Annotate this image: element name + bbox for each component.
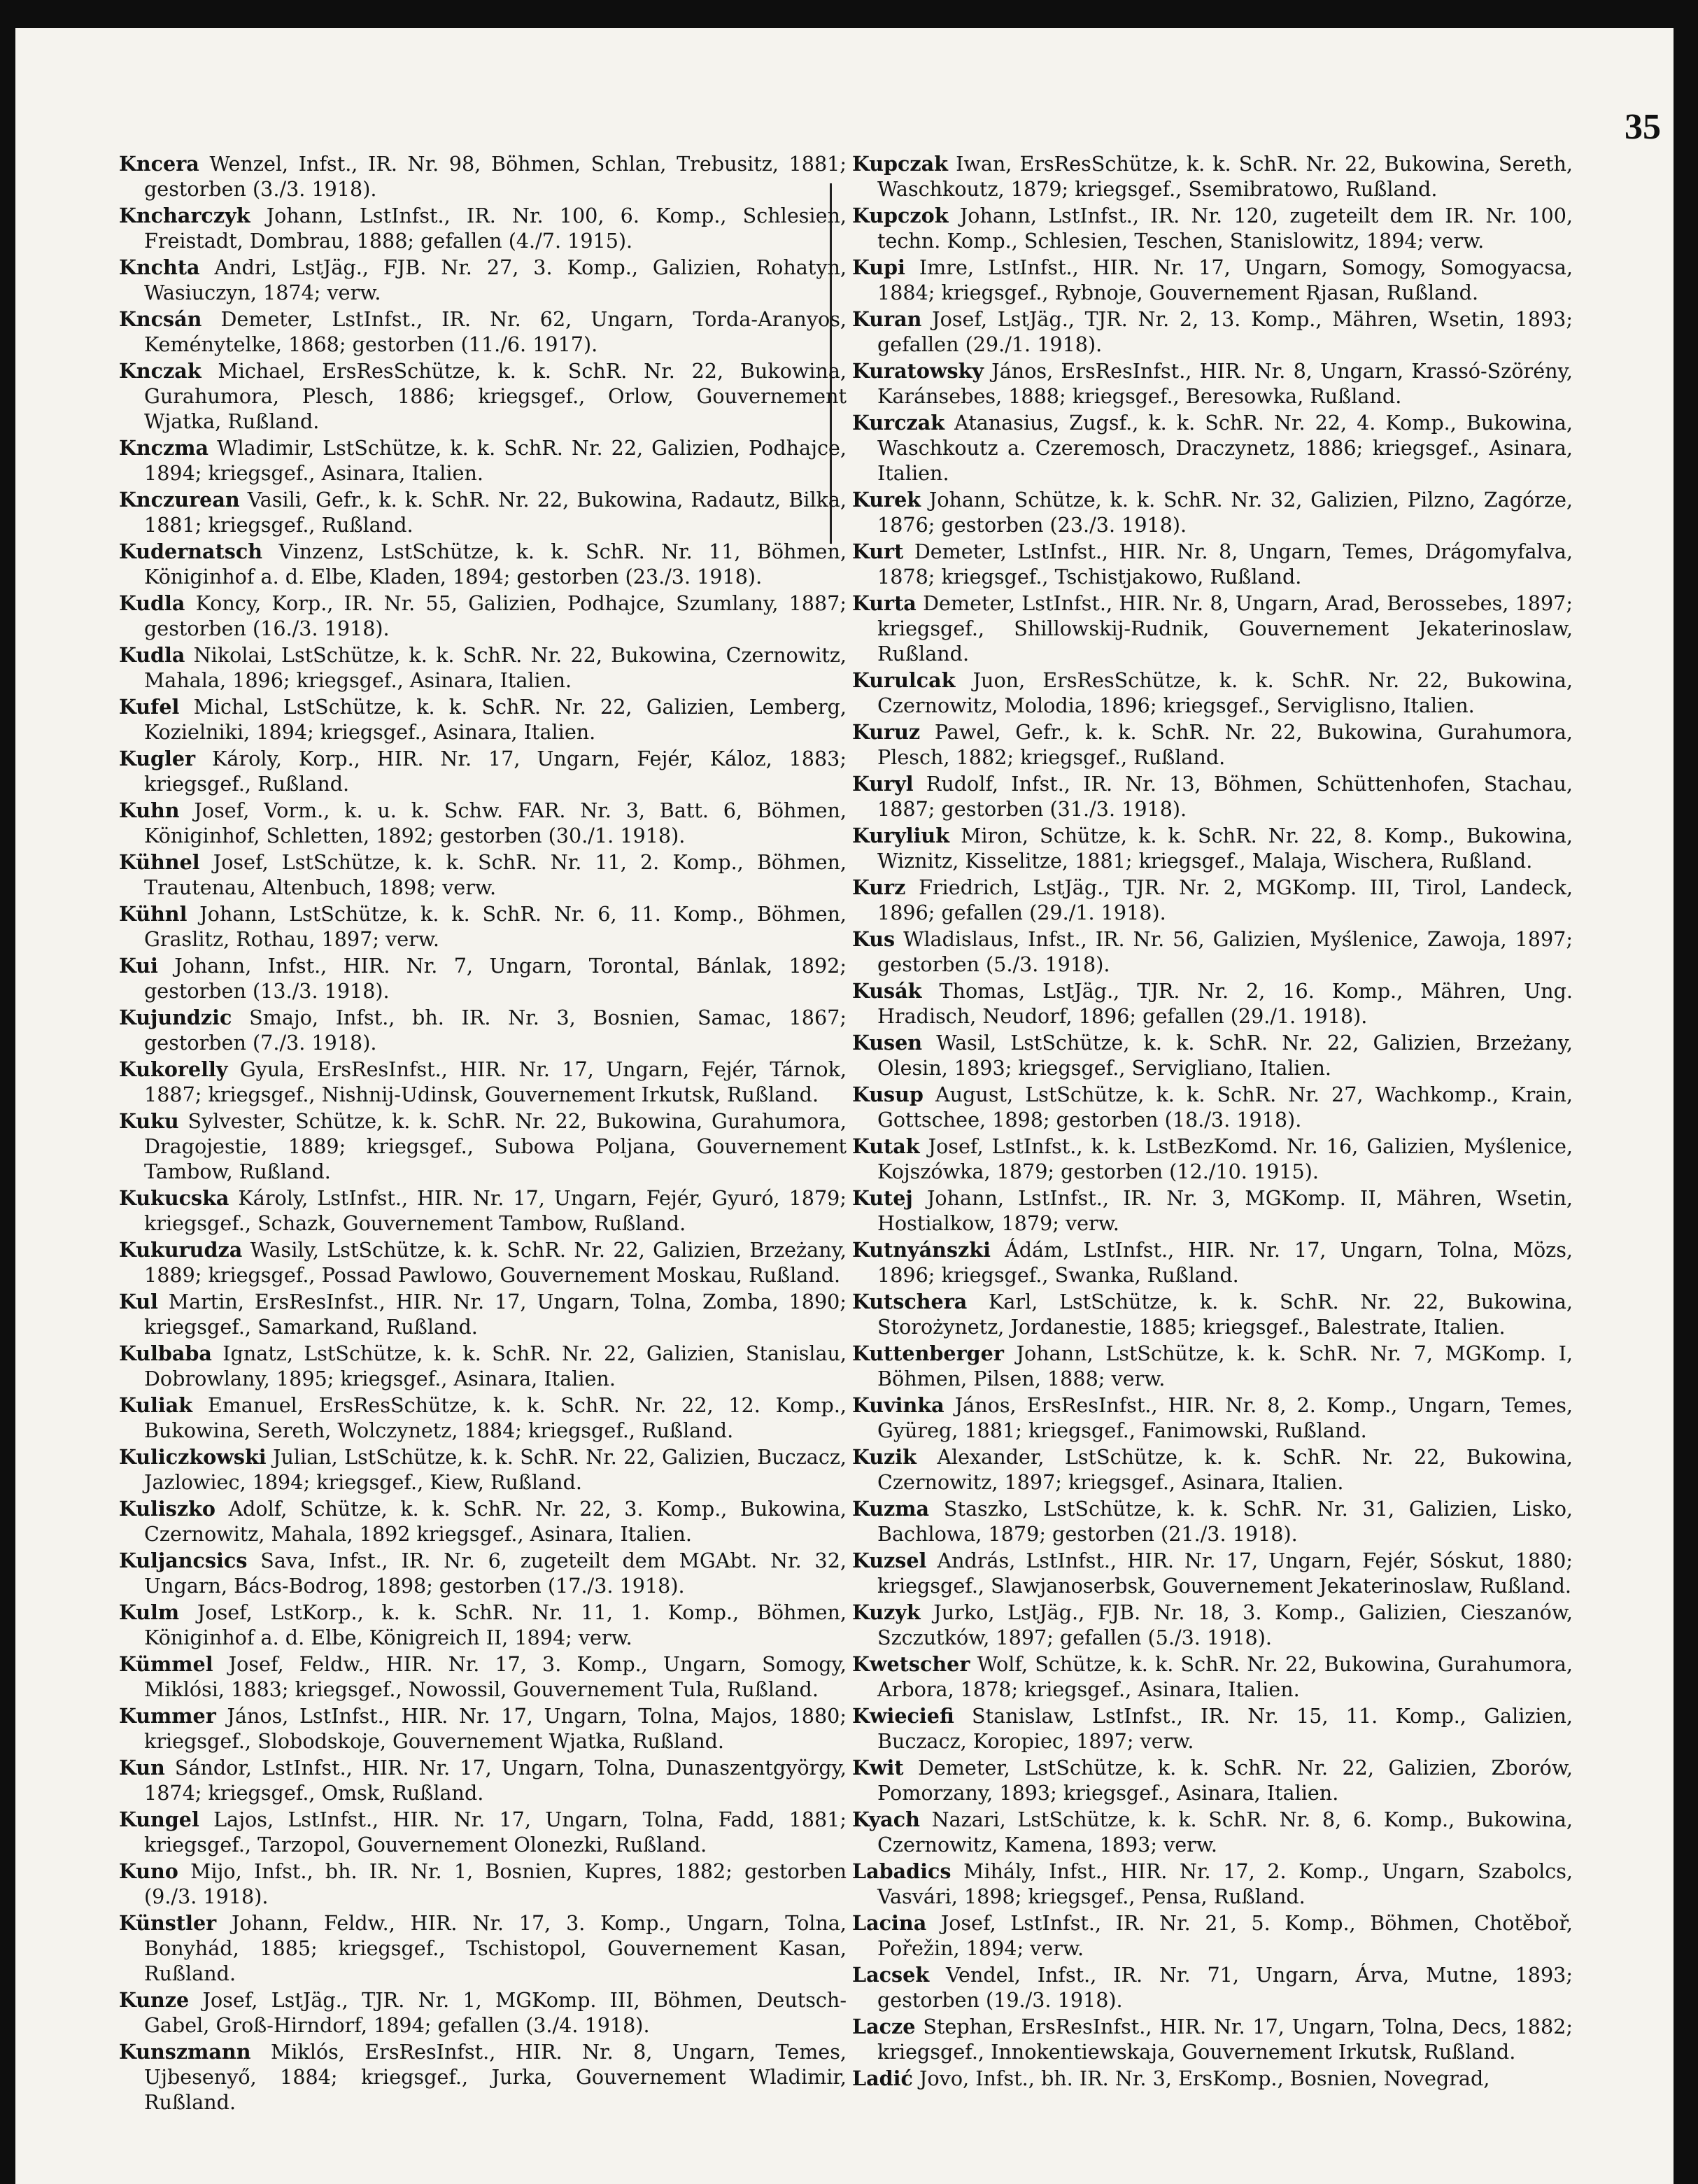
- entry-details: Karl, LstSchütze, k. k. SchR. Nr. 22, Bukowina, Storożynetz, Jordanestie, 1885; kriegsgef., Balestrate, Italien.: [877, 1290, 1573, 1339]
- entry-surname: Kuzsel: [852, 1549, 927, 1572]
- roll-entry: [119, 203, 847, 253]
- roll-entry: [852, 1185, 1573, 1236]
- roll-entry: [852, 358, 1573, 409]
- roll-entry: [119, 255, 847, 305]
- entry-details: Thomas, LstJäg., TJR. Nr. 2, 16. Komp., Mähren, Ung. Hradisch, Neudorf, 1896; gefallen (29./1. 1918).: [877, 979, 1573, 1028]
- entry-details: Demeter, LstInfst., HIR. Nr. 8, Ungarn, Arad, Berossebes, 1897; kriegsgef., Shillowskij-Rudnik, Gouvernement Jekaterinoslaw, Rußland.: [877, 591, 1573, 665]
- roll-entry: [852, 307, 1573, 357]
- entry-details: Adolf, Schütze, k. k. SchR. Nr. 22, 3. Komp., Bukowina, Czernowitz, Mahala, 1892 kriegsgef., Asinara, Italien.: [144, 1497, 847, 1546]
- entry-details: Johann, LstInfst., IR. Nr. 100, 6. Komp., Schlesien, Freistadt, Dombrau, 1888; gefallen (4./7. 1915).: [144, 204, 847, 253]
- entry-details: Andri, LstJäg., FJB. Nr. 27, 3. Komp., Galizien, Rohatyn, Wasiuczyn, 1874; verw.: [144, 255, 847, 304]
- entry-details: Gyula, ErsResInfst., HIR. Nr. 17, Ungarn, Fejér, Tárnok, 1887; kriegsgef., Nishnij-Udinsk, Gouvernement Irkutsk, Rußland.: [144, 1057, 847, 1106]
- roll-entry: [119, 798, 847, 848]
- entry-surname: Kul: [119, 1290, 158, 1313]
- roll-entry: [852, 539, 1573, 589]
- roll-entry: [119, 1393, 847, 1443]
- roll-entry: [852, 1082, 1573, 1132]
- entry-details: Vendel, Infst., IR. Nr. 71, Ungarn, Árva, Mutne, 1893; gestorben (19./3. 1918).: [877, 1963, 1573, 2012]
- entry-details: Ádám, LstInfst., HIR. Nr. 17, Ungarn, Tolna, Mözs, 1896; kriegsgef., Swanka, Rußland.: [877, 1238, 1573, 1287]
- entry-details: Károly, LstInfst., HIR. Nr. 17, Ungarn, Fejér, Gyuró, 1879; kriegsgef., Schazk, Gouvernement Tambow, Rußland.: [144, 1186, 847, 1235]
- entry-surname: Kutnyánszki: [852, 1238, 991, 1262]
- entry-details: Vasili, Gefr., k. k. SchR. Nr. 22, Bukowina, Radautz, Bilka, 1881; kriegsgef., Rußland.: [144, 488, 847, 537]
- entry-details: Miron, Schütze, k. k. SchR. Nr. 22, 8. Komp., Bukowina, Wiznitz, Kisselitze, 1881; kriegsgef., Malaja, Wischera, Rußland.: [877, 824, 1573, 873]
- roll-entry: [852, 151, 1573, 202]
- entry-surname: Kurulcak: [852, 668, 956, 692]
- roll-entry: [119, 2039, 847, 2115]
- roll-entry: [852, 1134, 1573, 1184]
- entry-surname: Kusák: [852, 979, 922, 1003]
- entry-details: Stephan, ErsResInfst., HIR. Nr. 17, Ungarn, Tolna, Decs, 1882; kriegsgef., Innokentiewskaja, Gouvernement Irkutsk, Rußland.: [877, 2015, 1573, 2064]
- entry-details: Wasily, LstSchütze, k. k. SchR. Nr. 22, Galizien, Brzeżany, 1889; kriegsgef., Possad Pawlowo, Gouvernement Moskau, Rußland.: [144, 1238, 847, 1287]
- roll-entry: [119, 1444, 847, 1495]
- entry-surname: Kwit: [852, 1756, 904, 1780]
- roll-entry: [119, 1651, 847, 1702]
- entry-surname: Kufel: [119, 695, 180, 719]
- entry-surname: Kutak: [852, 1134, 920, 1158]
- entry-surname: Kudla: [119, 591, 185, 615]
- entry-details: Ignatz, LstSchütze, k. k. SchR. Nr. 22, Galizien, Stanislau, Dobrowlany, 1895; kriegsgef., Asinara, Italien.: [144, 1341, 847, 1390]
- entry-surname: Kühnl: [119, 902, 188, 926]
- entry-details: Josef, LstInfst., IR. Nr. 21, 5. Komp., Böhmen, Chotěboř, Pořežin, 1894; verw.: [877, 1911, 1573, 1960]
- roll-entry: [852, 1237, 1573, 1288]
- roll-entry: [119, 1496, 847, 1547]
- entry-details: Josef, LstJäg., TJR. Nr. 1, MGKomp. III, Böhmen, Deutsch-Gabel, Groß-Hirndorf, 1894; gefallen (3./4. 1918).: [144, 1988, 847, 2037]
- entry-details: János, ErsResInfst., HIR. Nr. 8, Ungarn, Krassó-Szörény, Karánsebes, 1888; kriegsgef., Beresowka, Rußland.: [877, 359, 1573, 408]
- roll-entry: [852, 1703, 1573, 1754]
- entry-details: Wladimir, LstSchütze, k. k. SchR. Nr. 22, Galizien, Podhajce, 1894; kriegsgef., Asinara, Italien.: [144, 436, 847, 485]
- entry-surname: Kurz: [852, 875, 906, 899]
- roll-entry: [852, 591, 1573, 666]
- roll-entry: [852, 1651, 1573, 1702]
- entry-surname: Kulbaba: [119, 1341, 212, 1365]
- roll-entry: [119, 1185, 847, 1236]
- entry-surname: Kupczak: [852, 152, 948, 176]
- roll-entry: [119, 1600, 847, 1650]
- entry-details: Josef, LstJäg., TJR. Nr. 2, 13. Komp., Mähren, Wsetin, 1893; gefallen (29./1. 1918).: [877, 307, 1573, 356]
- entry-details: Johann, LstSchütze, k. k. SchR. Nr. 6, 11. Komp., Böhmen, Graslitz, Rothau, 1897; verw.: [144, 902, 847, 951]
- entry-surname: Kncsán: [119, 307, 202, 331]
- roll-entry: [119, 1755, 847, 1805]
- entry-surname: Kurt: [852, 540, 904, 563]
- entry-details: Josef, LstInfst., k. k. LstBezKomd. Nr. 16, Galizien, Myślenice, Kojszówka, 1879; gestorben (12./10. 1915).: [877, 1134, 1573, 1183]
- entry-details: Wladislaus, Infst., IR. Nr. 56, Galizien, Myślenice, Zawoja, 1897; gestorben (5./3. 1918).: [877, 927, 1573, 976]
- entry-surname: Kus: [852, 927, 896, 951]
- entry-surname: Kunszmann: [119, 2040, 251, 2064]
- entry-details: Mihály, Infst., HIR. Nr. 17, 2. Komp., Ungarn, Szabolcs, Vasvári, 1898; kriegsgef., Pensa, Rußland.: [877, 1859, 1573, 1908]
- entry-details: Alexander, LstSchütze, k. k. SchR. Nr. 22, Bukowina, Czernowitz, 1897; kriegsgef., Asinara, Italien.: [877, 1445, 1573, 1494]
- roll-entry: [852, 875, 1573, 925]
- entry-details: Imre, LstInfst., HIR. Nr. 17, Ungarn, Somogy, Somogyacsa, 1884; kriegsgef., Rybnoje, Gouvernement Rjasan, Rußland.: [877, 255, 1573, 304]
- roll-entry: [119, 435, 847, 486]
- roll-entry: [119, 487, 847, 537]
- roll-entry: [852, 1859, 1573, 1909]
- roll-entry: [119, 953, 847, 1003]
- entry-surname: Kuhn: [119, 798, 180, 822]
- entry-details: Johann, LstInfst., IR. Nr. 3, MGKomp. II, Mähren, Wsetin, Hostialkow, 1879; verw.: [877, 1186, 1573, 1235]
- entry-details: Jurko, LstJäg., FJB. Nr. 18, 3. Komp., Galizien, Cieszanów, Szczutków, 1897; gefallen (5./3. 1918).: [877, 1600, 1573, 1649]
- roll-entry: [852, 203, 1573, 253]
- entry-surname: Kyach: [852, 1808, 920, 1831]
- entry-details: Iwan, ErsResSchütze, k. k. SchR. Nr. 22, Bukowina, Sereth, Waschkoutz, 1879; kriegsgef., Ssemibratowo, Rußland.: [877, 152, 1573, 201]
- entry-surname: Künstler: [119, 1911, 217, 1935]
- entry-surname: Kui: [119, 954, 158, 978]
- entry-surname: Kutej: [852, 1186, 913, 1210]
- roll-entry: [852, 978, 1573, 1029]
- entry-surname: Lacina: [852, 1911, 927, 1935]
- entry-surname: Kukucska: [119, 1186, 229, 1210]
- entry-details: Josef, LstKorp., k. k. SchR. Nr. 11, 1. Komp., Böhmen, Königinhof a. d. Elbe, Königreich II, 1894; verw.: [144, 1600, 847, 1649]
- entry-details: Jovo, Infst., bh. IR. Nr. 3, ErsKomp., Bosnien, Novegrad,: [919, 2066, 1490, 2090]
- roll-entry: [852, 1600, 1573, 1650]
- roll-entry: [852, 1030, 1573, 1080]
- roll-entry: [119, 1703, 847, 1754]
- roll-entry: [119, 1005, 847, 1055]
- entry-surname: Kun: [119, 1756, 165, 1780]
- entry-details: János, LstInfst., HIR. Nr. 17, Ungarn, Tolna, Majos, 1880; kriegsgef., Slobodskoje, Gouvernement Wjatka, Rußland.: [144, 1704, 847, 1753]
- roll-entry: [852, 255, 1573, 305]
- entry-details: Demeter, LstInfst., HIR. Nr. 8, Ungarn, Temes, Drágomyfalva, 1878; kriegsgef., Tschistjakowo, Rußland.: [877, 540, 1573, 589]
- roll-entry: [852, 487, 1573, 537]
- entry-details: Mijo, Infst., bh. IR. Nr. 1, Bosnien, Kupres, 1882; gestorben (9./3. 1918).: [144, 1859, 847, 1908]
- entry-surname: Kutschera: [852, 1290, 968, 1313]
- entry-details: András, LstInfst., HIR. Nr. 17, Ungarn, Fejér, Sóskut, 1880; kriegsgef., Slawjanoserbsk, Gouvernement Jekaterinoslaw, Rußland.: [877, 1549, 1573, 1598]
- roll-entry: [119, 642, 847, 693]
- roll-entry: [119, 1987, 847, 2038]
- roll-entry: [852, 771, 1573, 822]
- entry-details: Josef, Vorm., k. u. k. Schw. FAR. Nr. 3, Batt. 6, Böhmen, Königinhof, Schletten, 1892; gestorben (30./1. 1918).: [144, 798, 847, 847]
- entry-surname: Knczurean: [119, 488, 240, 512]
- roll-entry: [119, 591, 847, 641]
- entry-surname: Kuliszko: [119, 1497, 215, 1521]
- entry-details: Johann, Infst., HIR. Nr. 7, Ungarn, Torontal, Bánlak, 1892; gestorben (13./3. 1918).: [144, 954, 847, 1003]
- roll-entry: [852, 2066, 1573, 2091]
- roll-entry: [852, 410, 1573, 486]
- entry-surname: Kncera: [119, 152, 199, 176]
- roll-entry: [119, 746, 847, 796]
- entry-surname: Kungel: [119, 1808, 199, 1831]
- entry-surname: Knchta: [119, 255, 200, 279]
- entry-details: Károly, Korp., HIR. Nr. 17, Ungarn, Fejér, Káloz, 1883; kriegsgef., Rußland.: [144, 747, 847, 796]
- roll-entry: [852, 1807, 1573, 1857]
- entry-surname: Kuvinka: [852, 1393, 944, 1417]
- entry-surname: Kusup: [852, 1083, 924, 1106]
- roll-entry: [852, 1910, 1573, 1961]
- document-page: [15, 28, 1674, 2184]
- entry-surname: Knczak: [119, 359, 201, 383]
- entry-surname: Kupczok: [852, 204, 949, 227]
- roll-entry: [119, 1237, 847, 1288]
- entry-surname: Kurczak: [852, 411, 945, 435]
- entry-surname: Lacze: [852, 2015, 916, 2038]
- entry-surname: Kwieciefi: [852, 1704, 954, 1728]
- entry-surname: Kuku: [119, 1109, 179, 1133]
- entry-surname: Kuliak: [119, 1393, 193, 1417]
- entry-details: Staszko, LstSchütze, k. k. SchR. Nr. 31, Galizien, Lisko, Bachlowa, 1879; gestorben (21./3. 1918).: [877, 1497, 1573, 1546]
- entry-details: Vinzenz, LstSchütze, k. k. SchR. Nr. 11, Böhmen, Königinhof a. d. Elbe, Kladen, 1894; gestorben (23./3. 1918).: [144, 540, 847, 589]
- page-number: 35: [1625, 107, 1661, 147]
- roll-entry: [119, 1548, 847, 1598]
- entry-surname: Kuzik: [852, 1445, 917, 1469]
- roll-entry: [119, 850, 847, 900]
- roll-entry: [119, 901, 847, 952]
- entry-surname: Kühnel: [119, 850, 200, 874]
- entry-details: Miklós, ErsResInfst., HIR. Nr. 8, Ungarn, Temes, Ujbesenyő, 1884; kriegsgef., Jurka, Gouvernement Wladimir, Rußland.: [144, 2040, 847, 2114]
- right-column: [852, 151, 1573, 2092]
- entry-surname: Kukorelly: [119, 1057, 228, 1081]
- roll-entry: [852, 1962, 1573, 2013]
- entry-details: Sándor, LstInfst., HIR. Nr. 17, Ungarn, Tolna, Dunaszentgyörgy, 1874; kriegsgef., Omsk, Rußland.: [144, 1756, 847, 1805]
- entry-surname: Kulm: [119, 1600, 180, 1624]
- entry-details: Emanuel, ErsResSchütze, k. k. SchR. Nr. 22, 12. Komp., Bukowina, Sereth, Wolczynetz, 1884; kriegsgef., Rußland.: [144, 1393, 847, 1442]
- entry-details: Wolf, Schütze, k. k. SchR. Nr. 22, Bukowina, Gurahumora, Arbora, 1878; kriegsgef., Asinara, Italien.: [877, 1652, 1573, 1701]
- entry-surname: Kuran: [852, 307, 922, 331]
- entry-surname: Knczma: [119, 436, 209, 460]
- roll-entry: [119, 539, 847, 589]
- roll-entry: [852, 927, 1573, 977]
- entry-details: Wasil, LstSchütze, k. k. SchR. Nr. 22, Galizien, Brzeżany, Olesin, 1893; kriegsgef., Servigliano, Italien.: [877, 1031, 1573, 1080]
- entry-details: Sava, Infst., IR. Nr. 6, zugeteilt dem MGAbt. Nr. 32, Ungarn, Bács-Bodrog, 1898; gestorben (17./3. 1918).: [144, 1549, 847, 1598]
- entry-surname: Ladić: [852, 2066, 913, 2090]
- roll-entry: [119, 1859, 847, 1909]
- entry-details: Wenzel, Infst., IR. Nr. 98, Böhmen, Schlan, Trebusitz, 1881; gestorben (3./3. 1918).: [144, 152, 847, 201]
- roll-entry: [852, 823, 1573, 873]
- roll-entry: [119, 1057, 847, 1107]
- roll-entry: [119, 307, 847, 357]
- entry-surname: Kupi: [852, 255, 905, 279]
- entry-details: Rudolf, Infst., IR. Nr. 13, Böhmen, Schüttenhofen, Stachau, 1887; gestorben (31./3. 1918).: [877, 772, 1573, 821]
- roll-entry: [852, 1548, 1573, 1598]
- entry-details: Nazari, LstSchütze, k. k. SchR. Nr. 8, 6. Komp., Bukowina, Czernowitz, Kamena, 1893; verw.: [877, 1808, 1573, 1857]
- entry-surname: Kwetscher: [852, 1652, 970, 1676]
- entry-details: Michael, ErsResSchütze, k. k. SchR. Nr. 22, Bukowina, Gurahumora, Plesch, 1886; kriegsgef., Orlow, Gouvernement Wjatka, Rußland.: [144, 359, 847, 433]
- entry-surname: Kurek: [852, 488, 921, 512]
- entry-surname: Kuljancsics: [119, 1549, 248, 1572]
- entry-surname: Kuryliuk: [852, 824, 950, 847]
- roll-entry: [119, 1108, 847, 1184]
- roll-entry: [119, 151, 847, 202]
- roll-entry: [119, 358, 847, 434]
- entry-surname: Kuttenberger: [852, 1341, 1004, 1365]
- entry-details: Koncy, Korp., IR. Nr. 55, Galizien, Podhajce, Szumlany, 1887; gestorben (16./3. 1918).: [144, 591, 847, 640]
- entry-surname: Kunze: [119, 1988, 190, 2012]
- entry-details: Martin, ErsResInfst., HIR. Nr. 17, Ungarn, Tolna, Zomba, 1890; kriegsgef., Samarkand, Rußland.: [144, 1290, 847, 1339]
- roll-entry: [852, 719, 1573, 770]
- entry-surname: Kuruz: [852, 720, 921, 744]
- entry-surname: Kudernatsch: [119, 540, 263, 563]
- roll-entry: [852, 1755, 1573, 1805]
- entry-details: Smajo, Infst., bh. IR. Nr. 3, Bosnien, Samac, 1867; gestorben (7./3. 1918).: [144, 1006, 847, 1055]
- entry-details: Josef, Feldw., HIR. Nr. 17, 3. Komp., Ungarn, Somogy, Miklósi, 1883; kriegsgef., Nowossil, Gouvernement Tula, Rußland.: [144, 1652, 847, 1701]
- entry-surname: Labadics: [852, 1859, 951, 1883]
- entry-surname: Lacsek: [852, 1963, 930, 1987]
- roll-entry: [119, 1289, 847, 1339]
- entry-surname: Kuno: [119, 1859, 178, 1883]
- entry-surname: Kudla: [119, 643, 185, 667]
- entry-surname: Kümmel: [119, 1652, 213, 1676]
- entry-surname: Kuryl: [852, 772, 914, 796]
- entry-details: Lajos, LstInfst., HIR. Nr. 17, Ungarn, Tolna, Fadd, 1881; kriegsgef., Tarzopol, Gouvernement Olonezki, Rußland.: [144, 1808, 847, 1857]
- entry-details: Michal, LstSchütze, k. k. SchR. Nr. 22, Galizien, Lemberg, Kozielniki, 1894; kriegsgef., Asinara, Italien.: [144, 695, 847, 744]
- entry-details: Julian, LstSchütze, k. k. SchR. Nr. 22, Galizien, Buczacz, Jazlowiec, 1894; kriegsgef., Kiew, Rußland.: [144, 1445, 847, 1494]
- entry-details: Johann, LstInfst., IR. Nr. 120, zugeteilt dem IR. Nr. 100, techn. Komp., Schlesien, Teschen, Stanislowitz, 1894; verw.: [877, 204, 1573, 253]
- roll-entry: [852, 1444, 1573, 1495]
- roll-entry: [119, 1910, 847, 1986]
- left-column: [119, 151, 847, 2116]
- entry-details: Atanasius, Zugsf., k. k. SchR. Nr. 22, 4. Komp., Bukowina, Waschkoutz a. Czeremosch, Draczynetz, 1886; kriegsgef., Asinara, Italien.: [877, 411, 1573, 485]
- entry-details: Johann, Feldw., HIR. Nr. 17, 3. Komp., Ungarn, Tolna, Bonyhád, 1885; kriegsgef., Tschistopol, Gouvernement Kasan, Rußland.: [144, 1911, 847, 1985]
- entry-surname: Kuratowsky: [852, 359, 984, 383]
- entry-surname: Kuzyk: [852, 1600, 921, 1624]
- entry-details: Pawel, Gefr., k. k. SchR. Nr. 22, Bukowina, Gurahumora, Plesch, 1882; kriegsgef., Rußland.: [877, 720, 1573, 769]
- entry-surname: Kummer: [119, 1704, 216, 1728]
- entry-surname: Kusen: [852, 1031, 923, 1055]
- entry-surname: Kujundzic: [119, 1006, 232, 1029]
- roll-entry: [119, 694, 847, 745]
- roll-entry: [852, 668, 1573, 718]
- entry-details: Demeter, LstSchütze, k. k. SchR. Nr. 22, Galizien, Zborów, Pomorzany, 1893; kriegsgef., Asinara, Italien.: [877, 1756, 1573, 1805]
- entry-details: Stanislaw, LstInfst., IR. Nr. 15, 11. Komp., Galizien, Buczacz, Koropiec, 1897; verw.: [877, 1704, 1573, 1753]
- entry-surname: Kukurudza: [119, 1238, 243, 1262]
- entry-surname: Kncharczyk: [119, 204, 250, 227]
- entry-details: Josef, LstSchütze, k. k. SchR. Nr. 11, 2. Komp., Böhmen, Trautenau, Altenbuch, 1898; verw.: [144, 850, 847, 899]
- roll-entry: [852, 1289, 1573, 1339]
- entry-details: August, LstSchütze, k. k. SchR. Nr. 27, Wachkomp., Krain, Gottschee, 1898; gestorben (18./3. 1918).: [877, 1083, 1573, 1132]
- entry-details: Demeter, LstInfst., IR. Nr. 62, Ungarn, Torda-Aranyos, Keménytelke, 1868; gestorben (11./6. 1917).: [144, 307, 847, 356]
- entry-details: Nikolai, LstSchütze, k. k. SchR. Nr. 22, Bukowina, Czernowitz, Mahala, 1896; kriegsgef., Asinara, Italien.: [144, 643, 847, 692]
- entry-details: Friedrich, LstJäg., TJR. Nr. 2, MGKomp. III, Tirol, Landeck, 1896; gefallen (29./1. 1918).: [877, 875, 1573, 924]
- entry-surname: Kurta: [852, 591, 917, 615]
- entry-details: Juon, ErsResSchütze, k. k. SchR. Nr. 22, Bukowina, Czernowitz, Molodia, 1896; kriegsgef., Serviglisno, Italien.: [877, 668, 1573, 717]
- entry-details: Johann, LstSchütze, k. k. SchR. Nr. 7, MGKomp. I, Böhmen, Pilsen, 1888; verw.: [877, 1341, 1573, 1390]
- roll-entry: [852, 1341, 1573, 1391]
- roll-entry: [852, 1496, 1573, 1547]
- entry-surname: Kuliczkowski: [119, 1445, 267, 1469]
- entry-details: Sylvester, Schütze, k. k. SchR. Nr. 22, Bukowina, Gurahumora, Dragojestie, 1889; kriegsgef., Subowa Poljana, Gouvernement Tambow, Rußland.: [144, 1109, 847, 1183]
- entry-surname: Kugler: [119, 747, 196, 770]
- entry-details: János, ErsResInfst., HIR. Nr. 8, 2. Komp., Ungarn, Temes, Gyüreg, 1881; kriegsgef., Fanimowski, Rußland.: [877, 1393, 1573, 1442]
- entry-details: Johann, Schütze, k. k. SchR. Nr. 32, Galizien, Pilzno, Zagórze, 1876; gestorben (23./3. 1918).: [877, 488, 1573, 537]
- entry-surname: Kuzma: [852, 1497, 930, 1521]
- roll-entry: [119, 1807, 847, 1857]
- roll-entry: [852, 2014, 1573, 2064]
- roll-entry: [852, 1393, 1573, 1443]
- roll-entry: [119, 1341, 847, 1391]
